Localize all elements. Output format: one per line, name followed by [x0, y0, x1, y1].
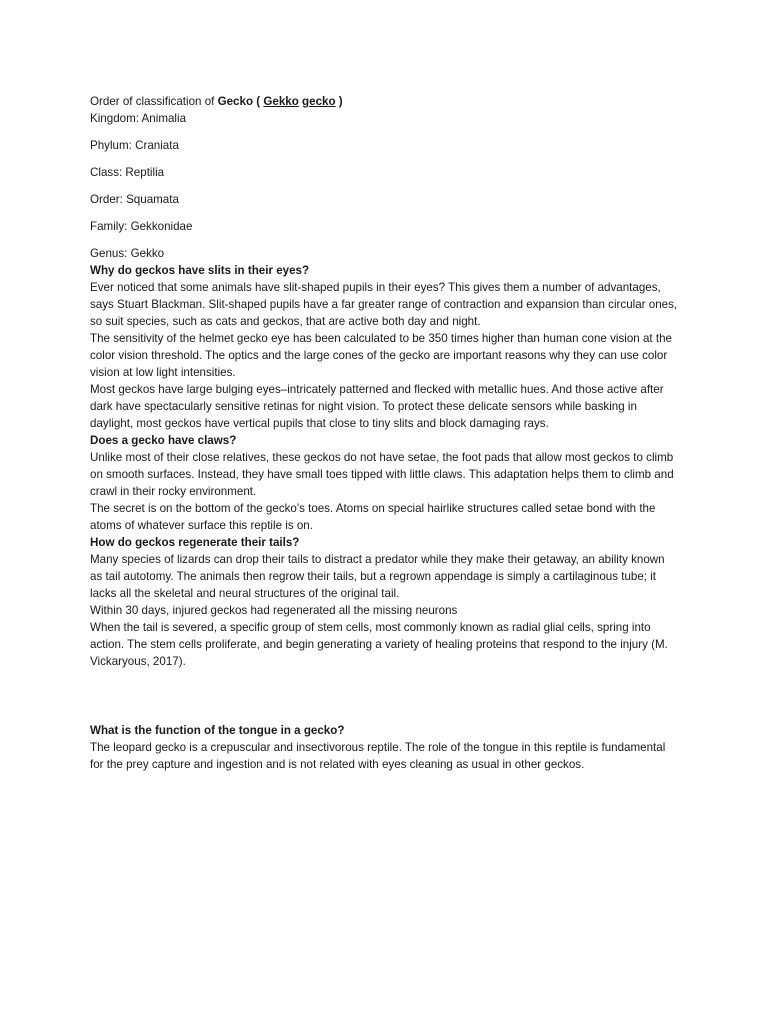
- classification-class: Class: Reptilia: [90, 166, 165, 179]
- paragraph-claws-2: The secret is on the bottom of the gecko's toes. Atoms on special hairlike structures called setae bond with the atoms of whatever surface this reptile is on.: [90, 502, 656, 532]
- classification-kingdom: Kingdom: Animalia: [90, 112, 187, 125]
- classification-family: Family: Gekkonidae: [90, 220, 193, 233]
- heading-tongue: What is the function of the tongue in a gecko?: [90, 724, 345, 737]
- document-page: [90, 93, 680, 773]
- paragraph-tails-1: Many species of lizards can drop their tails to distract a predator while they make their getaway, an ability known as tail autotomy. The animals then regrow their tails, but a regrown appendage is simply a cartilaginous tube; it lacks all the skeletal and neural structures of the original tail.: [90, 553, 665, 600]
- title-genus-word: Gekko: [263, 95, 299, 108]
- heading-tails: How do geckos regenerate their tails?: [90, 536, 300, 549]
- paragraph-slits-2: The sensitivity of the helmet gecko eye has been calculated to be 350 times higher than human cone vision at the color vision threshold. The optics and the large cones of the gecko are important reasons why they can use color vision at low light intensities.: [90, 332, 672, 379]
- title-prefix: Order of classification of: [90, 95, 218, 108]
- document-title: [90, 93, 680, 110]
- paragraph-tails-2: Within 30 days, injured geckos had regenerated all the missing neurons: [90, 604, 458, 617]
- classification-order: Order: Squamata: [90, 193, 179, 206]
- paragraph-tongue-1: The leopard gecko is a crepuscular and insectivorous reptile. The role of the tongue in this reptile is fundamental for the prey capture and ingestion and is not related with eyes cleaning as usual in other geckos.: [90, 741, 666, 771]
- blank-space: [90, 670, 680, 722]
- classification-genus: Genus: Gekko: [90, 247, 165, 260]
- classification-phylum: Phylum: Craniata: [90, 139, 179, 152]
- title-gecko: Gecko ( Gekko gecko ): [217, 95, 343, 108]
- paragraph-slits-1: Ever noticed that some animals have slit-shaped pupils in their eyes? This gives them a number of advantages, says Stuart Blackman. Slit-shaped pupils have a far greater range of contraction and expansion than circular ones, so suit species, such as cats and geckos, that are active both day and night.: [90, 281, 678, 328]
- title-species-word: gecko: [302, 95, 336, 108]
- heading-slits: Why do geckos have slits in their eyes?: [90, 264, 310, 277]
- paragraph-slits-3: Most geckos have large bulging eyes–intricately patterned and flecked with metallic hues. And those active after dark have spectacularly sensitive retinas for night vision. To protect these delicate sensors while basking in daylight, most geckos have vertical pupils that close to tiny slits and block damaging rays.: [90, 383, 664, 430]
- paragraph-tails-3: When the tail is severed, a specific group of stem cells, most commonly known as radial glial cells, spring into action. The stem cells proliferate, and begin generating a variety of healing proteins that respond to the injury (M. Vickaryous, 2017).: [90, 621, 668, 668]
- heading-claws: Does a gecko have claws?: [90, 434, 237, 447]
- paragraph-claws-1: Unlike most of their close relatives, these geckos do not have setae, the foot pads that allow most geckos to climb on smooth surfaces. Instead, they have small toes tipped with little claws. This adaptation helps them to climb and crawl in their rocky environment.: [90, 451, 674, 498]
